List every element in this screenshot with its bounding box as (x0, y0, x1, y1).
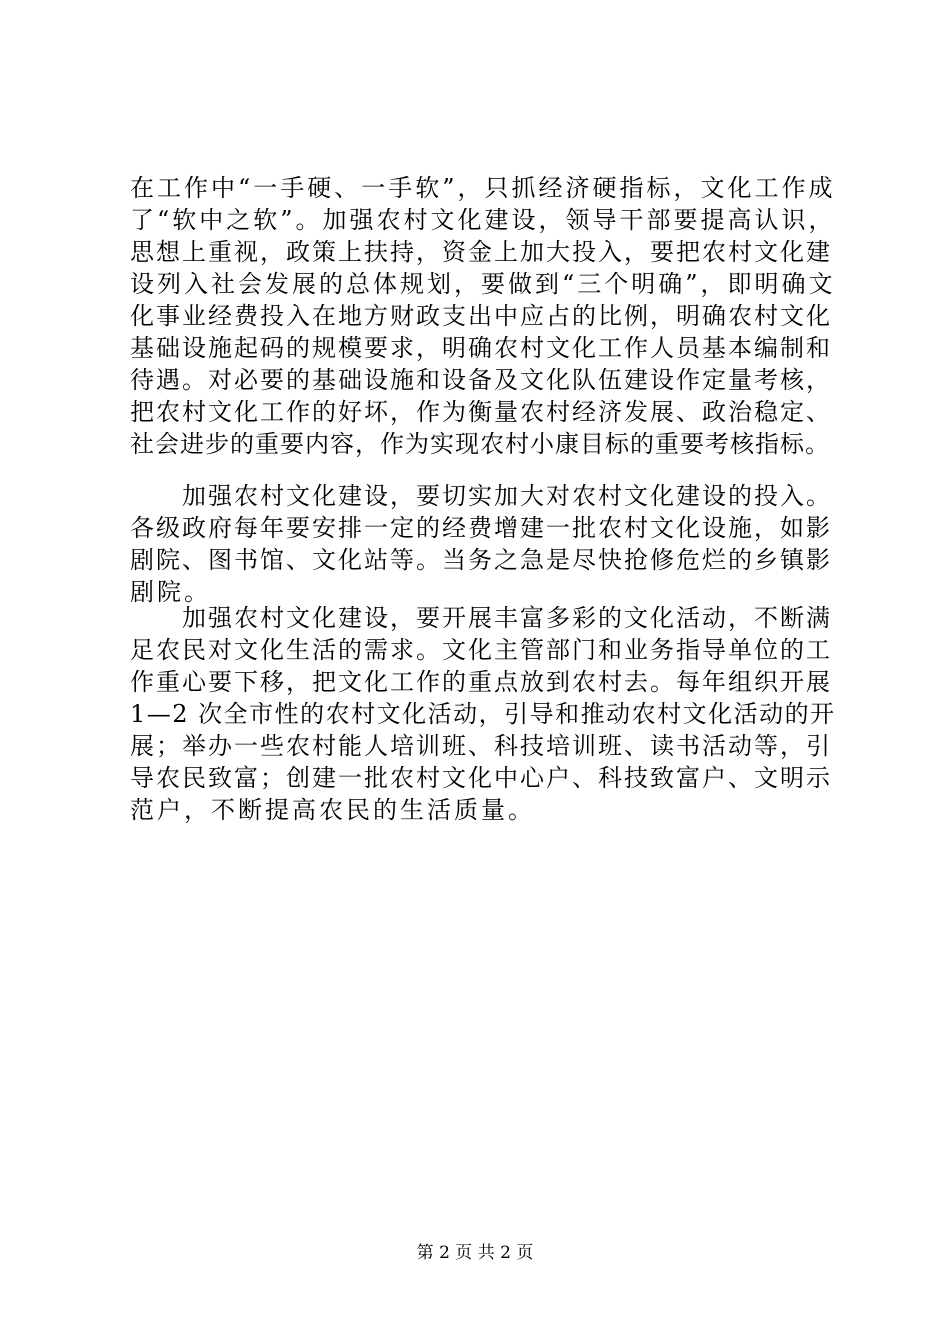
page-number-footer: 第 2 页 共 2 页 (416, 1243, 534, 1263)
paragraph-line: 展；举办一些农村能人培训班、科技培训班、读书活动等，引 (130, 732, 832, 760)
paragraph-line: 思想上重视，政策上扶持，资金上加大投入，要把农村文化建 (130, 238, 832, 266)
paragraph-line: 化事业经费投入在地方财政支出中应占的比例，明确农村文化 (130, 302, 832, 330)
paragraph-line: 剧院、图书馆、文化站等。当务之急是尽快抢修危烂的乡镇影 (130, 546, 832, 574)
paragraph-line: 作重心要下移，把文化工作的重点放到农村去。每年组织开展 (130, 668, 832, 696)
paragraph-line: 足农民对文化生活的需求。文化主管部门和业务指导单位的工 (130, 636, 832, 664)
paragraph-line: 范户，不断提高农民的生活质量。 (130, 796, 535, 824)
paragraph-line: 剧院。 (130, 578, 211, 606)
paragraph-first-line: 加强农村文化建设，要开展丰富多彩的文化活动，不断满 (182, 604, 832, 632)
paragraph-line: 待遇。对必要的基础设施和设备及文化队伍建设作定量考核， (130, 366, 832, 394)
paragraph-line: 设列入社会发展的总体规划，要做到“三个明确”，即明确文 (130, 270, 836, 298)
paragraph-line: 了“软中之软”。加强农村文化建设，领导干部要提高认识， (130, 206, 836, 234)
paragraph-first-line: 加强农村文化建设，要切实加大对农村文化建设的投入。 (182, 482, 832, 510)
paragraph-line: 各级政府每年要安排一定的经费增建一批农村文化设施，如影 (130, 514, 832, 542)
paragraph-line: 把农村文化工作的好坏，作为衡量农村经济发展、政治稳定、 (130, 398, 832, 426)
paragraph-line: 社会进步的重要内容，作为实现农村小康目标的重要考核指标。 (130, 430, 830, 458)
paragraph-line: 1—2 次全市性的农村文化活动，引导和推动农村文化活动的开 (130, 700, 836, 728)
paragraph-line: 导农民致富；创建一批农村文化中心户、科技致富户、文明示 (130, 764, 832, 792)
paragraph-line: 在工作中“一手硬、一手软”，只抓经济硬指标，文化工作成 (130, 174, 836, 202)
paragraph-line: 基础设施起码的规模要求，明确农村文化工作人员基本编制和 (130, 334, 832, 362)
